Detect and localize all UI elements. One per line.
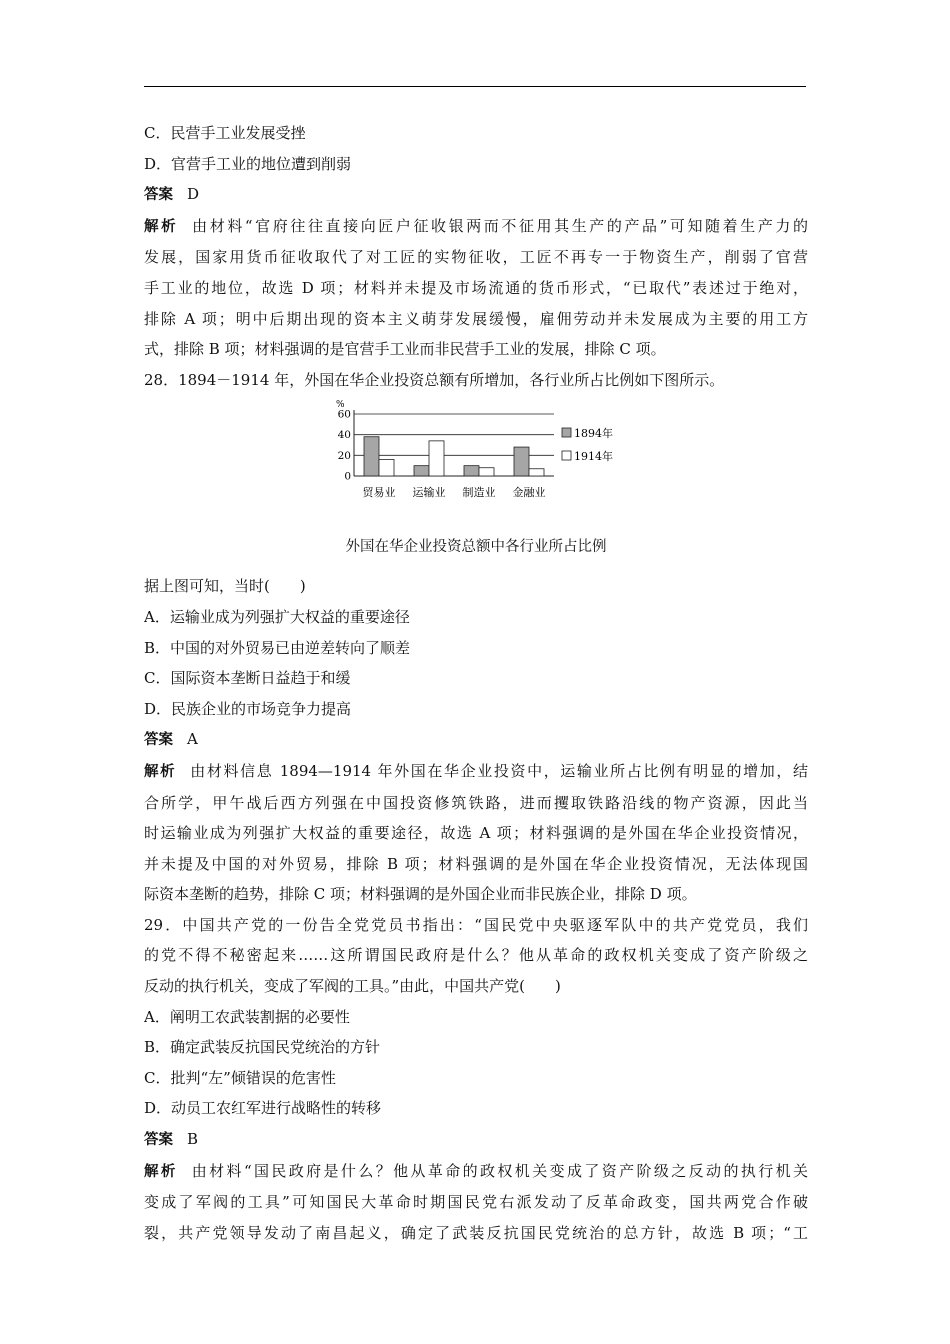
q28-analysis-line: 并未提及中国的对外贸易，排除 B 项；材料强调的是外国在华企业投资情况，无法体现国 [144, 854, 808, 873]
answer-label: 答案 [144, 732, 173, 749]
q29-analysis-line: 裂，共产党领导发动了南昌起义，确定了武装反抗国民党统治的总方针，故选 B 项；“工 [144, 1223, 808, 1242]
y-tick-label: 60 [337, 408, 351, 421]
q28-option-b: B．中国的对外贸易已由逆差转向了顺差 [144, 638, 411, 657]
y-axis-unit: % [336, 400, 345, 411]
answer-label: 答案 [144, 187, 173, 204]
analysis-label: 解析 [144, 1163, 178, 1180]
q27-analysis-line: 排除 A 项；明中后期出现的资本主义萌芽发展缓慢，雇佣劳动并未发展成为主要的用工方 [144, 309, 808, 328]
analysis-label: 解析 [144, 763, 177, 780]
bar-series2 [379, 460, 394, 477]
bar-series2 [529, 469, 544, 476]
q29-option-d: D．动员工农红军进行战略性的转移 [144, 1099, 382, 1118]
q29-stem-line: 29．中国共产党的一份告全党党员书指出：“国民党中央驱逐军队中的共产党党员，我们 [144, 915, 808, 934]
bar-chart [334, 395, 634, 525]
x-category-label: 制造业 [462, 486, 496, 500]
q27-answer [144, 179, 808, 211]
bar-chart-figure [144, 395, 808, 571]
x-category-label: 运输业 [412, 486, 446, 500]
analysis-label: 解析 [144, 218, 179, 235]
x-category-label: 贸易业 [362, 486, 396, 500]
q29-analysis-line: 变成了军阀的工具”可知国民大革命时期国民党右派发动了反革命政变，国共两党合作破 [144, 1193, 808, 1212]
bar-series1 [414, 466, 429, 476]
answer-value: B [187, 1130, 199, 1149]
q28-option-c: C．国际资本垄断日益趋于和缓 [144, 669, 351, 688]
answer-label: 答案 [144, 1132, 173, 1149]
q28-analysis-line: 合所学，甲午战后西方列强在中国投资修筑铁路，进而攫取铁路沿线的物产资源，因此当 [144, 793, 808, 812]
q28-analysis-line: 解析 由材料信息 1894—1914 年外国在华企业投资中，运输业所占比例有明显的增加，结 [144, 761, 808, 780]
q27-analysis-line: 手工业的地位，故选 D 项；材料并未提及市场流通的货币形式，“已取代”表述过于绝对， [144, 278, 808, 297]
bar-series2 [429, 441, 444, 476]
y-tick-label: 20 [337, 450, 351, 463]
answer-value: D [187, 185, 200, 204]
q28-after-chart: 据上图可知，当时( ) [144, 577, 306, 596]
q28-analysis-line: 时运输业成为列强扩大权益的重要途径，故选 A 项；材料强调的是外国在华企业投资情况， [144, 824, 808, 843]
x-category-label: 金融业 [512, 486, 546, 500]
q27-option-d: D．官营手工业的地位遭到削弱 [144, 154, 352, 173]
legend-swatch [562, 428, 571, 437]
q28-answer [144, 724, 808, 756]
bar-series1 [464, 466, 479, 476]
legend-swatch [562, 451, 571, 460]
q29-stem-line: 反动的执行机关，变成了军阀的工具。”由此，中国共产党( ) [144, 977, 561, 996]
q28-option-a: A．运输业成为列强扩大权益的重要途径 [144, 607, 410, 626]
q29-option-c: C．批判“左”倾错误的危害性 [144, 1068, 336, 1087]
q29-analysis-line: 解析 由材料“国民政府是什么？他从革命的政权机关变成了资产阶级之反动的执行机关 [144, 1161, 808, 1180]
q29-option-b: B．确定武装反抗国民党统治的方针 [144, 1038, 381, 1057]
y-tick-label: 40 [337, 429, 351, 442]
chart-caption: 外国在华企业投资总额中各行业所占比例 [345, 539, 607, 556]
answer-value: A [187, 730, 198, 749]
legend-label: 1914年 [574, 450, 613, 464]
document-body [144, 118, 808, 1248]
q28-analysis-line: 际资本垄断的趋势，排除 C 项；材料强调的是外国企业而非民族企业，排除 D 项。 [144, 885, 697, 904]
q29-stem-line: 的党不得不秘密起来……这所谓国民政府是什么？他从革命的政权机关变成了资产阶级之 [144, 946, 808, 965]
legend-label: 1894年 [574, 427, 613, 441]
q27-analysis-line: 式，排除 B 项；材料强调的是官营手工业而非民营手工业的发展，排除 C 项。 [144, 340, 666, 359]
bar-series1 [364, 437, 379, 476]
y-tick-label: 0 [344, 470, 351, 483]
header-rule [144, 86, 806, 87]
q29-answer [144, 1124, 808, 1156]
q27-analysis-line: 解析 由材料“官府往往直接向匠户征收银两而不征用其生产的产品”可知随着生产力的 [144, 216, 808, 235]
q28-stem: 28．1894－1914 年，外国在华企业投资总额有所增加，各行业所占比例如下图所示。 [144, 370, 725, 389]
q27-option-c: C．民营手工业发展受挫 [144, 124, 306, 142]
bar-series2 [479, 468, 494, 476]
q27-analysis-line: 发展，国家用货币征收取代了对工匠的实物征收，工匠不再专一于物资生产，削弱了官营 [144, 248, 808, 267]
q29-option-a: A．阐明工农武装割据的必要性 [144, 1007, 350, 1026]
bar-series1 [514, 447, 529, 476]
q28-option-d: D．民族企业的市场竞争力提高 [144, 699, 352, 718]
